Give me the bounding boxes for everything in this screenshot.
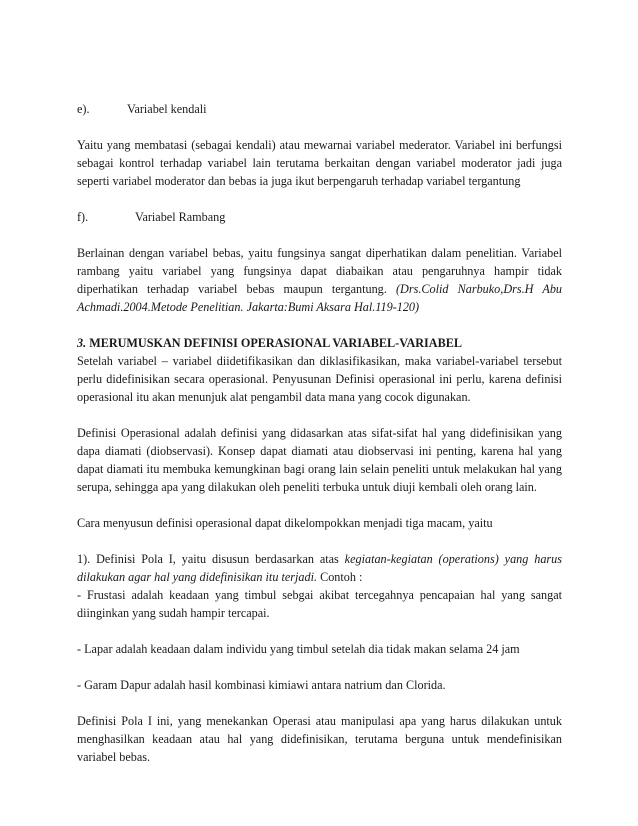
section-3-heading <box>77 334 562 352</box>
pola1-tail: Contoh : <box>320 570 363 584</box>
closing-paragraph: Definisi Pola I ini, yang menekankan Operasi atau manipulasi apa yang harus dilakukan untuk menghasilkan keadaan atau hal yang didefinisikan, terutama berguna untuk mendefinisikan variabel bebas. <box>77 714 562 764</box>
section-f-citation: (Drs.Colid Narbuko,Drs.H Abu Achmadi.2004.Metode Penelitian. Jakarta:Bumi Aksara Hal.119-120) <box>77 282 563 314</box>
section-f-number: f). <box>77 210 89 224</box>
section-e-title: Variabel kendali <box>127 102 207 116</box>
pola1-italic: kegiatan-kegiatan (operations) yang harus dilakukan agar hal yang didefinisikan itu terjadi. <box>77 552 562 584</box>
section-f-paragraph <box>77 244 562 316</box>
section-f-title: Variabel Rambang <box>135 210 226 224</box>
section-3-number: 3. <box>77 336 87 350</box>
section-3-intro: Setelah variabel – variabel diidetifikasikan dan diklasifikasikan, maka variabel-variabel tersebut perlu didefinisikan secara operasional. Penyusunan Definisi operasional ini perlu, karena definisi operasional itu akan menunjuk alat pengambil data mana yang cocok digunakan. <box>77 354 562 404</box>
example-garam: - Garam Dapur adalah hasil kombinasi kimiawi antara natrium dan Clorida. <box>77 678 446 692</box>
section-e-paragraph: Yaitu yang membatasi (sebagai kendali) atau mewarnai variabel mederator. Variabel ini berfungsi sebagai kontrol terhadap variabel lain terutama berkaitan dengan variabel moderator jadi juga seperti variabel moderator dan bebas ia juga ikut berpengaruh terhadap variabel tergantung <box>77 138 562 188</box>
section-f-text: Berlainan dengan variabel bebas, yaitu fungsinya sangat diperhatikan dalam penelitian. Variabel rambang yaitu variabel yang fungsinya dapat diabaikan atau pengaruhnya hampir tidak diperhatikan terhadap variabel bebas maupun tergantung. <box>77 246 562 296</box>
section-e-number: e). <box>77 102 90 116</box>
example-frustasi: - Frustasi adalah keadaan yang timbul sebgai akibat tercegahnya pencapaian hal yang sangat diinginkan yang sudah hampir tercapai. <box>77 588 562 620</box>
pola1-paragraph <box>77 550 562 586</box>
section-3-definition: Definisi Operasional adalah definisi yang didasarkan atas sifat-sifat hal yang didefinisikan yang dapa diamati (diobservasi). Konsep dapat diamati atau diobservasi ini penting, karena hal yang dapat diamati itu membuka kemungkinan bagi orang lain selain peneliti untuk melakukan hal yang serupa, sehingga apa yang dilakukan oleh peneliti terbuka untuk diuji kembali oleh orang lain. <box>77 426 562 494</box>
example-lapar: - Lapar adalah keadaan dalam individu yang timbul setelah dia tidak makan selama 24 jam <box>77 642 520 656</box>
section-f-label <box>77 208 562 226</box>
section-3-method-intro: Cara menyusun definisi operasional dapat dikelompokkan menjadi tiga macam, yaitu <box>77 516 493 530</box>
section-e-label <box>77 100 562 118</box>
section-3-title: MERUMUSKAN DEFINISI OPERASIONAL VARIABEL-VARIABEL <box>89 336 462 350</box>
pola1-lead: 1). Definisi Pola I, yaitu disusun berdasarkan atas <box>77 552 339 566</box>
